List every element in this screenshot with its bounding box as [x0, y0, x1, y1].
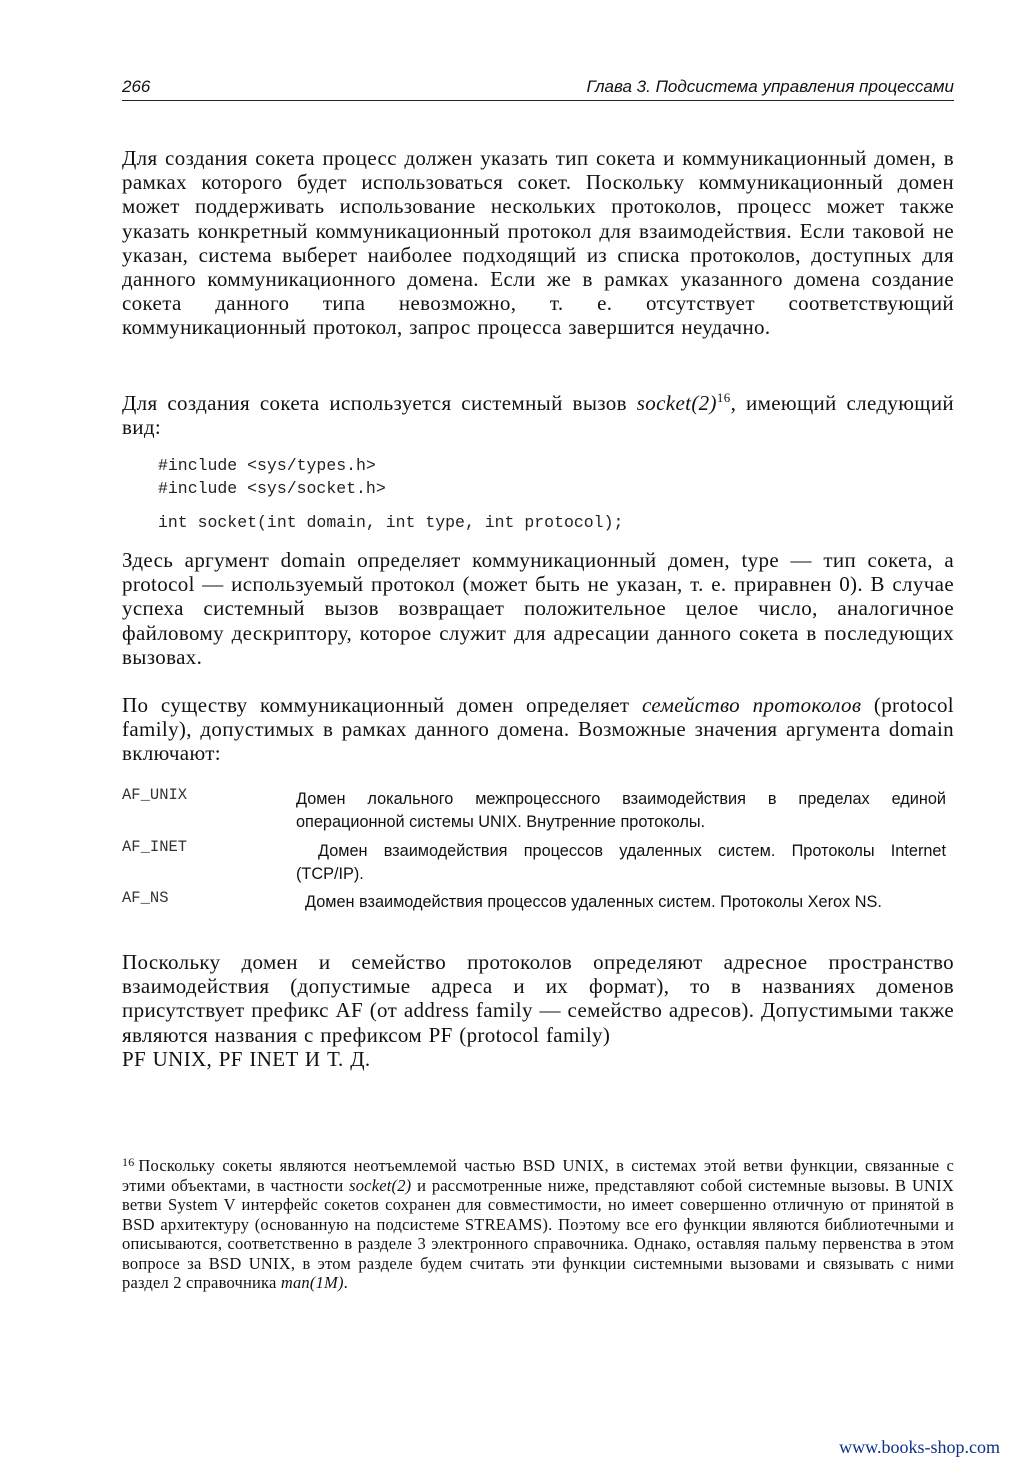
- paragraph-text: Для создания сокета используется системный вызов: [122, 391, 637, 415]
- site-link[interactable]: www.books-shop.com: [839, 1437, 1000, 1457]
- paragraph-socket-creation: Для создания сокета процесс должен указать тип сокета и коммуникационный домен, в рамках которого будет использоваться сокет. Поскольку коммуникационный домен может поддерживать использование нескольких протоколов, процесс может также указать конкретный коммуникационный протокол для взаимодействия. Если таковой не указан, система выберет наиболее подходящий из списка протоколов, доступных для данного коммуникационного домена. Если же в рамках указанного домена создание сокета данного типа невозможно, т. е. отсутствует соответствующий коммуникационный протокол, запрос процесса завершится неудачно.: [122, 146, 954, 340]
- paragraph-protocol-family: [122, 693, 954, 766]
- footnote-syscall: socket(2): [349, 1175, 412, 1195]
- footnote-text: .: [343, 1273, 348, 1292]
- running-header: [122, 76, 954, 101]
- footnote-manual-ref: man(1M): [280, 1273, 344, 1292]
- chapter-title: Глава 3. Подсистема управления процессами: [586, 77, 954, 96]
- paragraph-text: (protocol family), допустимых в рамках данного домена. Возможные значения аргумента domain включают:: [122, 693, 954, 766]
- footnote: [122, 1153, 954, 1293]
- paragraph-arguments: Здесь аргумент domain определяет коммуникационный домен, type — тип сокета, а protocol — используемый протокол (может быть не указан, т. е. приравнен 0). В случае успеха системный вызов возвращает положительное целое число, аналогичное файловому дескриптору, которое служит для адресации данного сокета в последующих вызовах.: [122, 548, 954, 669]
- footnote-mark: 16: [122, 1155, 135, 1169]
- domain-description: Домен локального межпроцессного взаимодействия в пределах единой операционной системы UNIX. Внутренние протоколы.: [296, 790, 946, 831]
- domain-name: AF_NS: [122, 889, 169, 907]
- footnote-text: Поскольку сокеты являются неотъемлемой частью BSD UNIX, в системах этой ветви функции, связанные с этими объектами, в частности: [122, 1156, 954, 1195]
- domain-description: Домен взаимодействия процессов удаленных систем. Протоколы Xerox NS.: [305, 893, 882, 911]
- paragraph-text: По существу коммуникационный домен определяет: [122, 693, 642, 717]
- page-number: 266: [122, 77, 151, 96]
- footnote-reference: 16: [716, 390, 731, 405]
- paragraph-text: , имеющий следующий вид:: [122, 391, 955, 440]
- paragraph-address-family: [122, 950, 954, 1071]
- code-include-types: #include <sys/types.h>: [158, 456, 376, 475]
- footnote-text: и рассмотренные ниже, представляют собой системные вызовы. В UNIX ветви System V интерфейс сокетов сохранен для совместимости, но имеет совершенно отличную от принятой в BSD архитектуру (основанную на подсистеме STREAMS). Поэтому все его функции являются библиотечными и описываются, соответственно в разделе 3 электронного справочника. Однако, оставляя пальму первенства в этом вопросе за BSD UNIX, в этом разделе будем считать эти функции системными вызовами и связывать с ними раздел 2 справочника: [122, 1175, 954, 1292]
- domain-description: Домен взаимодействия процессов удаленных систем. Протоколы Internet (TCP/IP).: [296, 842, 946, 883]
- code-socket-prototype: int socket(int domain, int type, int protocol);: [158, 513, 624, 532]
- syscall-name: socket(2): [636, 391, 717, 415]
- paragraph-text: Поскольку домен и семейство протоколов определяют адресное пространство взаимодействия (допустимые адреса и их формат), то в названиях доменов присутствует префикс AF (от address family — семейство адресов). Допустимыми также являются названия с префиксом PF (protocol family): [122, 950, 954, 1047]
- code-include-socket: #include <sys/socket.h>: [158, 479, 386, 498]
- domain-name: AF_INET: [122, 838, 188, 856]
- term-protocol-family: семейство протоколов: [641, 693, 862, 717]
- domain-name: AF_UNIX: [122, 786, 188, 804]
- paragraph-text-last-line: PF UNIX, PF INET И Т. Д.: [122, 1046, 371, 1071]
- paragraph-socket-call: [122, 391, 954, 439]
